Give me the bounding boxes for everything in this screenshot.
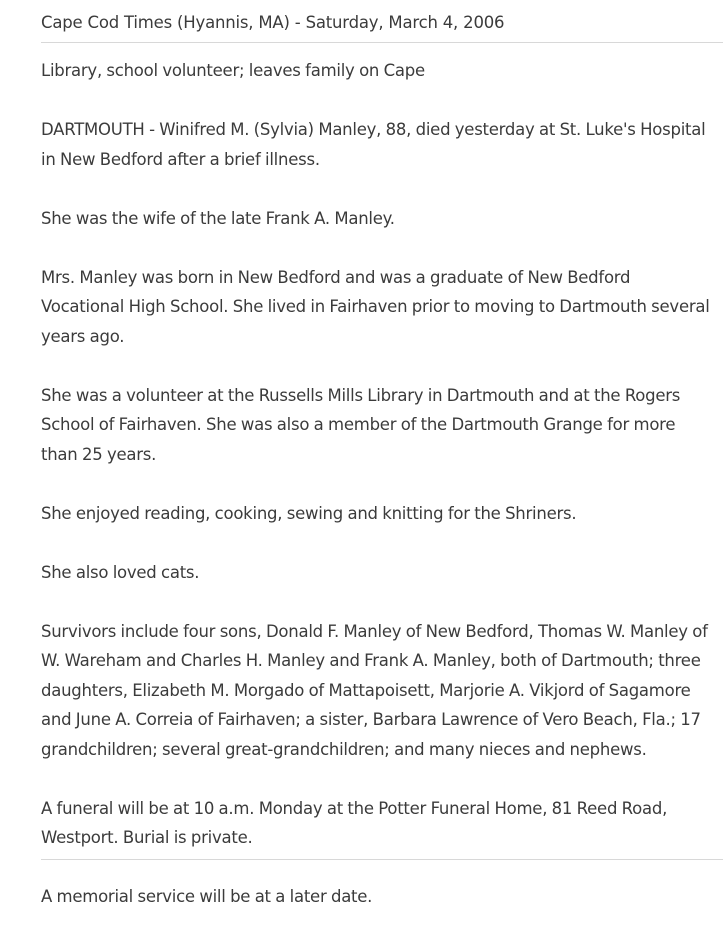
paragraph-funeral: A funeral will be at 10 a.m. Monday at the Potter Funeral Home, 81 Reed Road, Westport. Burial is private. [41,798,668,847]
paragraph-volunteer: She was a volunteer at the Russells Mills Library in Dartmouth and at the Rogers School of Fairhaven. She was also a member of the Dartmouth Grange for more than 25 years. [41,385,681,464]
paragraph-death-notice: DARTMOUTH - Winifred M. (Sylvia) Manley, 88, died yesterday at St. Luke's Hospital in New Bedford after a brief illness. [41,120,706,169]
obituary-article [41,0,723,941]
paragraph-spouse: She was the wife of the late Frank A. Manley. [41,208,395,228]
article-headline: Library, school volunteer; leaves family on Cape [41,61,425,80]
paragraph-cats: She also loved cats. [41,562,200,582]
paragraph-hobbies: She enjoyed reading, cooking, sewing and knitting for the Shriners. [41,503,577,523]
footer-divider [41,859,723,860]
article-body [41,43,713,912]
paragraph-education: Mrs. Manley was born in New Bedford and was a graduate of New Bedford Vocational High School. She lived in Fairhaven prior to moving to Dartmouth several years ago. [41,267,710,346]
source-dateline: Cape Cod Times (Hyannis, MA) - Saturday, March 4, 2006 [41,13,505,32]
paragraph-memorial: A memorial service will be at a later date. [41,887,373,906]
paragraph-survivors: Survivors include four sons, Donald F. Manley of New Bedford, Thomas W. Manley of W. Wareham and Charles H. Manley and Frank A. Manley, both of Dartmouth; three daughters, Elizabeth M. Morgado of Mattapoisett, Marjorie A. Vikjord of Sagamore and June A. Correia of Fairhaven; a sister, Barbara Lawrence of Vero Beach, Fla.; 17 grandchildren; several great-grandchildren; and many nieces and nephews. [41,621,708,759]
